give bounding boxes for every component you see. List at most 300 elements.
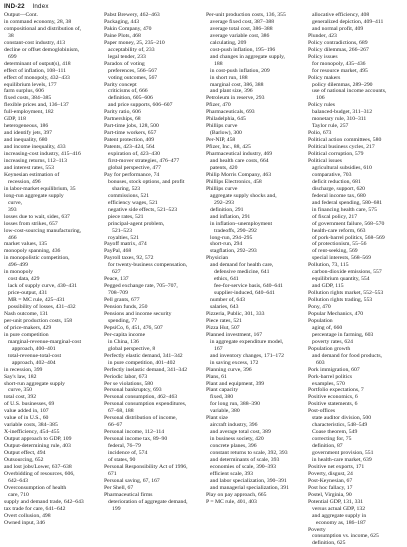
index-entry: Pabst Brewery, 462–463 <box>104 12 160 18</box>
page-header-title: Index <box>32 3 49 10</box>
index-entry: Political issues <box>308 158 342 165</box>
header-separator <box>27 3 31 10</box>
index-entry: Overbidding of resources, 606, <box>4 470 75 477</box>
index-entry: variable, 380 <box>210 408 240 415</box>
index-entry: P = MC rule, 401, 403 <box>206 498 257 505</box>
index-entry: constant returns to scale, 392, 393 <box>210 450 288 457</box>
index-entry: global perspective, 8 <box>108 345 156 352</box>
index-entry: total cost, 392 <box>4 394 37 401</box>
index-entry: X-inefficiency, 454–455 <box>4 429 60 436</box>
index-entry: Periodic labor, 673 <box>104 373 148 380</box>
index-entry: and demand for food products, <box>312 352 382 359</box>
index-entry: Pork-barrel politics <box>308 373 353 380</box>
index-entry: Physician <box>206 255 229 262</box>
index-entry: percentage in farming, 603 <box>312 331 374 338</box>
index-entry: in monopolistic competition, <box>4 255 70 262</box>
index-entry: 38 <box>8 32 14 39</box>
index-entry: Output effect, 494 <box>4 450 46 457</box>
index-entry: monetary rule, 310–311 <box>312 116 367 123</box>
index-entry: 466 <box>8 234 17 241</box>
index-entry: PayPal, 468 <box>104 248 132 255</box>
index-entry: Pension funds, 250 <box>104 304 148 311</box>
index-entry: Payroll taxes, 92, 572 <box>104 255 154 262</box>
index-entry: cost-push inflation, 195–196 <box>210 46 276 53</box>
index-entry: Political business cycles, 217 <box>308 144 375 151</box>
index-entry: determinant of output(s), 418 <box>4 60 71 67</box>
index-entry: Perfectly elastic demand, 341–342 <box>104 352 183 359</box>
index-entry: concrete planes, 396 <box>210 443 257 450</box>
index-entry: and determinants of scale, 393 <box>210 457 280 463</box>
index-entry: in China, 136 <box>108 338 139 345</box>
index-entry: Pfizer, 470 <box>206 102 231 109</box>
index-entry: and income inequality, 433 <box>4 144 66 151</box>
index-entry: Pharmaceutical industry, 469 <box>206 151 273 158</box>
index-entry: 199 <box>112 505 121 512</box>
index-entry: value of in U.S., 60 <box>4 415 49 422</box>
index-entry: Post-offices <box>308 408 336 415</box>
index-entry: 671 <box>108 470 117 477</box>
index-entry: Portfolio expectations, 7 <box>308 387 364 394</box>
index-entry: Part-time jobs, 128, 500 <box>104 123 159 130</box>
index-entry: definition, 605–606 <box>108 95 153 102</box>
index-entry: sharing, 523 <box>112 185 141 192</box>
index-entry: Plant and equipment, 399 <box>206 380 265 387</box>
index-column-4 <box>308 12 404 547</box>
index-entry: Parity concept <box>104 81 137 88</box>
index-entry: of fiscal policy, 217 <box>312 213 358 220</box>
index-entry: possibility of losses, 431–432 <box>8 304 76 311</box>
index-entry: 603 <box>316 359 325 366</box>
index-entry: incidence of, 574 <box>108 450 148 457</box>
index-entry: commissions, 521 <box>108 192 150 199</box>
index-entry: and demand for health care, <box>210 262 274 269</box>
index-entry: ethics, 641 <box>214 276 239 283</box>
index-entry: in recession, 399 <box>4 366 43 373</box>
index-entry: calculating, 209 <box>210 39 247 46</box>
index-entry: salaries, 643 <box>210 304 239 311</box>
index-entry: Pensions and income security <box>104 310 172 317</box>
index-entry: Coase theorem, 549 <box>312 429 358 436</box>
index-entry: bonuses, stock options, and profit <box>108 178 185 185</box>
index-entry: Philadelphia, 645 <box>206 116 246 123</box>
index-entry: Political corruption, 579 <box>308 151 364 158</box>
index-entry: in labor-market equilibrium, 35 <box>4 185 76 192</box>
index-entry: 393 <box>8 206 17 213</box>
index-entry: Plans, 61 <box>206 373 227 380</box>
index-entry: piece rates, 521 <box>108 213 144 220</box>
index-entry: full-employment, 182 <box>4 109 54 116</box>
index-entry: Paper money, 25, 235–210 <box>104 39 165 46</box>
index-entry: Nash outcome, 131 <box>4 310 49 317</box>
index-entry: 66–67 <box>108 422 123 429</box>
index-entry: federal, 76–79 <box>108 443 141 450</box>
index-column-3 <box>206 12 302 505</box>
index-entry: 188 <box>214 60 223 67</box>
index-entry: economies of scale, 390–393 <box>210 463 277 470</box>
index-entry: expiration of, 423–430 <box>108 151 160 158</box>
index-entry: characteristics, 548–549 <box>312 422 368 429</box>
index-entry: efficient scale, 393 <box>210 470 254 477</box>
index-entry: Pakin Company, 470 <box>104 25 152 32</box>
index-entry: state auditor division, 500 <box>312 415 372 422</box>
index-entry: Planned investment, 167 <box>206 331 263 338</box>
index-entry: consumption vs. income, 625 <box>312 533 379 540</box>
index-entry: Payoff matrix, 474 <box>104 241 147 248</box>
index-entry: and health care costs, 664 <box>210 158 269 165</box>
index-entry: Plant size <box>206 415 228 422</box>
index-entry: farm surplus, 606 <box>4 88 44 95</box>
index-entry: curve, <box>8 199 23 206</box>
index-entry: and labor specialization, 390–391 <box>210 477 287 484</box>
index-entry: recession, 496 <box>8 178 41 185</box>
index-entry: examples, 570 <box>312 380 345 387</box>
index-entry: long-run, 294–295 <box>210 234 253 241</box>
index-entry: in financing health care, 575 <box>312 206 377 213</box>
index-entry: tradeoffs, 290–292 <box>214 227 257 234</box>
index-entry: Peace, 137 <box>104 276 129 283</box>
index-entry: Pollution rights market, 552–553 <box>308 290 384 297</box>
index-entry: Parity ratio, 606 <box>104 109 141 116</box>
index-entry: Policy dilemmas, 266–267 <box>308 46 369 53</box>
index-entry: and normal profit, 409 <box>312 25 364 32</box>
index-entry: agricultural subsidies, 610 <box>312 164 372 171</box>
index-entry: and plant size, 396 <box>210 88 253 95</box>
index-entry: Personal income tax, 89–90 <box>104 436 168 443</box>
index-entry: Poverty <box>308 526 326 533</box>
index-entry: Output-determining rule, 403 <box>4 443 71 450</box>
index-entry: 627 <box>112 269 121 276</box>
index-entry: Personal distribution of income, <box>104 415 177 422</box>
index-entry: spending, 77 <box>108 317 138 324</box>
index-entry: 699 <box>8 53 17 60</box>
index-entry: Patents, 423–424, 564 <box>104 144 155 151</box>
index-entry: fixed, 380 <box>210 394 234 401</box>
index-entry: Policy issues <box>308 53 338 60</box>
index-entry: criticisms of, 666 <box>108 88 148 95</box>
index-column-2 <box>104 12 200 512</box>
index-entry: GDP, 118 <box>4 116 26 123</box>
index-entry: compositional and distribution of, <box>4 25 82 32</box>
index-entry: per-unit production costs, 158 <box>4 317 73 324</box>
index-entry: patents, 420 <box>210 164 238 171</box>
index-entry: of pork-barrel politics, 568–569 <box>312 234 385 241</box>
index-entry: Outsourcing, 652 <box>4 457 44 463</box>
index-entry: 496–499 <box>8 262 28 269</box>
index-entry: Philip Morris Company, 463 <box>206 171 272 178</box>
index-entry: in pure competition, 401–402 <box>108 359 176 366</box>
index-entry: Per-unit production costs, 136, 355 <box>206 12 286 18</box>
index-entry: royalties, 521 <box>108 234 139 241</box>
index-entry: in pure competition <box>4 331 49 338</box>
index-entry: Overconsumption of health <box>4 484 67 491</box>
index-entry: Personal income, 112–114 <box>104 429 165 436</box>
index-entry: and changes in aggregate supply, <box>210 53 285 60</box>
index-entry: Popular Mechanics, 470 <box>308 310 364 317</box>
index-entry: and inflation, 291 <box>210 213 251 220</box>
index-entry: effect of monopoly, 432–433 <box>4 74 70 81</box>
index-entry: Play on pay approach, 665 <box>206 491 267 498</box>
index-entry: low-cost-sourcing manufacturing, <box>4 227 82 234</box>
index-entry: in short run, 188 <box>210 74 248 81</box>
index-entry: Personal Responsibility Act of 1996, <box>104 463 188 470</box>
index-entry: Pay for performance, 74 <box>104 171 160 178</box>
index-entry: Positive economics, 6 <box>308 394 358 401</box>
index-entry: defensive medicine, 641 <box>214 269 270 276</box>
index-entry: Population <box>308 317 333 324</box>
index-entry: first-mover strategies, 476–477 <box>108 158 180 165</box>
index-entry: of rent-seeking, 569 <box>312 248 358 255</box>
index-entry: use of national income accounts, <box>312 88 387 95</box>
index-entry: of U.S. businesses, 69 <box>4 401 55 408</box>
index-entry: Personal consumption expenditures, <box>104 401 187 408</box>
index-entry: Personal saving, 67, 167 <box>104 477 160 484</box>
index-entry: generalized depiction, 409–411 <box>312 18 384 25</box>
index-entry: fee-for-service basis, 640–641 <box>214 283 283 290</box>
index-entry: for long run, 388–390 <box>210 401 260 408</box>
index-entry: Overt collusion, 498 <box>4 512 51 519</box>
index-entry: and identify jets, 397 <box>4 130 53 137</box>
index-entry: Pony, 470 <box>308 304 331 311</box>
index-entry: negative side effects, 521–523 <box>108 206 178 213</box>
index-entry: poverty rates, 624 <box>312 338 353 345</box>
index-entry: and average total cost, 389 <box>210 429 271 436</box>
index-entry: effect of inflation, 108–111 <box>4 67 67 74</box>
index-entry: average total cost, 386–388 <box>210 25 273 32</box>
index-entry: of protectionism, 55–56 <box>312 241 367 248</box>
index-entry: heterogeneous, 186 <box>4 123 49 130</box>
index-entry: short-run aggregate supply <box>4 380 65 387</box>
index-entry: Postel, Virginia, 90 <box>308 491 352 498</box>
index-entry: tax trade for care, 641–642 <box>4 505 66 512</box>
index-entry: Patent protection, 409 <box>104 137 155 144</box>
index-entry: in command economy, 28, 38 <box>4 18 72 25</box>
index-entry: versus actual GDP, 132 <box>312 505 366 512</box>
page-header <box>4 3 49 10</box>
index-entry: 106 <box>316 95 325 102</box>
index-entry: number of, 643 <box>210 297 245 304</box>
index-entry: increasing-cost industry, 415–416 <box>4 151 81 158</box>
index-entry: discharge, support, 620 <box>312 185 365 192</box>
index-entry: Phillips curve <box>206 185 238 192</box>
index-entry: average variable cost, 386 <box>210 32 270 39</box>
index-entry: curve, 350 <box>8 387 33 394</box>
index-entry: deficit reduction, 681 <box>312 178 361 185</box>
index-entry: Pizza Hut, 507 <box>206 324 240 331</box>
index-entry: Policy makers <box>308 74 341 81</box>
index-entry: principal-agent problem, <box>108 220 165 227</box>
index-entry: Per se violations, 580 <box>104 380 153 387</box>
index-entry: Pharmaceuticals, 693 <box>206 109 255 116</box>
index-entry: Phillips curve <box>206 123 238 130</box>
index-entry: global perspective, 477 <box>108 164 161 171</box>
index-entry: Packaging, 443 <box>104 18 140 25</box>
index-entry: 642–643 <box>8 477 28 484</box>
index-entry: for monopoly, 435–436 <box>312 60 366 67</box>
index-entry: in saving excess, 172 <box>210 359 259 366</box>
index-entry: Pork immigration, 607 <box>308 366 360 373</box>
index-entry: total-revenue-total-cost <box>8 352 62 359</box>
index-entry: Per-capita income <box>104 331 146 338</box>
index-entry: federal income tax, 680 <box>312 192 366 199</box>
index-entry: in inflation–unemployment <box>210 220 273 227</box>
index-entry: and inventory changes, 171–172 <box>210 352 284 359</box>
index-entry: cost data, 429 <box>8 276 40 283</box>
index-entry: approach, 400–401 <box>12 345 56 352</box>
index-entry: Polio, 673 <box>308 130 332 137</box>
index-entry: in cost-push inflation, 209 <box>210 67 270 74</box>
index-entry: acceptability of, 233 <box>108 46 155 53</box>
index-entry: market values, 135 <box>4 241 48 248</box>
index-entry: Plant capacity <box>206 387 239 394</box>
index-entry: Taylor rule, 257 <box>312 123 349 130</box>
index-entry: Per-NIP, 458 <box>206 137 236 144</box>
index-entry: average fixed cost, 387–388 <box>210 18 275 25</box>
index-entry: and inequality, 680 <box>4 137 48 144</box>
index-entry: Keynesian estimation of <box>4 171 60 178</box>
index-entry: flexible prices and, 136–137 <box>4 102 69 109</box>
index-entry: Post-Keynesian, 67 <box>308 477 353 484</box>
index-entry: MR = MC rule, 425–431 <box>8 297 65 304</box>
index-entry: carbon-dioxide emissions, 557 <box>312 269 382 276</box>
index-entry: in aggregate expenditure model, <box>210 338 284 345</box>
index-entry: and managerial specialization, 391 <box>210 484 289 491</box>
index-entry: for twenty-business compensation, <box>108 262 188 269</box>
index-entry: policy dilemmas, 289–290 <box>312 81 373 88</box>
index-entry: stagflation, 292–293 <box>210 248 257 255</box>
index-entry: voting outcomes, 567 <box>108 74 158 81</box>
index-entry: Personal bankruptcy, 693 <box>104 387 162 394</box>
index-entry: 67–68, 188 <box>108 408 134 415</box>
index-entry: correcting for, 75 <box>312 436 352 443</box>
index-entry: definition, 291 <box>210 206 244 213</box>
index-entry: 521–523 <box>112 227 132 234</box>
index-entry: definition, 625 <box>312 540 346 547</box>
index-entry: fixed costs, 384–385 <box>4 95 52 102</box>
index-entry: in business society, 420 <box>210 436 264 443</box>
index-entry: and federal spending, 580–681 <box>312 199 383 206</box>
index-entry: in health-care market, 639 <box>312 457 372 463</box>
index-entry: efficiency wages, 521 <box>108 199 158 206</box>
index-entry: losses due to wait, sides, 637 <box>4 213 70 220</box>
index-entry: 292–293 <box>214 199 234 206</box>
index-column-1 <box>4 12 96 526</box>
index-entry: Pharmaceutical firms <box>104 491 153 498</box>
index-entry: of states, 90 <box>108 457 136 463</box>
index-entry: Part-time workers, 657 <box>104 130 157 137</box>
index-entry: Piece rates, 521 <box>206 317 242 324</box>
index-entry: price-output, 431 <box>8 290 48 297</box>
index-entry: Pizzeria, Public, 301, 333 <box>206 310 265 317</box>
index-entry: Per Shell, 67 <box>104 484 134 491</box>
index-entry: Phillips Electronics, 458 <box>206 178 262 185</box>
index-entry: Pell grants, 677 <box>104 297 140 304</box>
index-entry: Personal consumption, 462–463 <box>104 394 178 401</box>
index-entry: Output approach to GDP, 109 <box>4 436 72 443</box>
index-entry: legal tender, 233 <box>108 53 146 60</box>
index-entry: PepsiCo, 6, 451, 476, 507 <box>104 324 163 331</box>
index-entry: Policy rules <box>308 102 336 109</box>
index-entry: and GDP, 115 <box>312 283 344 290</box>
index-entry: and lost jobs/Lower, 637–638 <box>4 463 72 470</box>
index-entry: losses from strikes, 657 <box>4 220 58 227</box>
index-entry: Paradox of voting <box>104 60 145 67</box>
page-folio: IND-22 <box>4 3 25 10</box>
index-entry: (Barlow), 300 <box>210 130 242 137</box>
index-entry: comparative, 703 <box>312 171 352 178</box>
index-entry: approach, 402–404 <box>12 359 56 366</box>
index-entry: variable costs, 384–385 <box>4 422 58 429</box>
index-entry: aircraft industry, 396 <box>210 422 258 429</box>
index-entry: Potential GDP, 131, 331 <box>308 498 364 505</box>
index-entry: 708–709 <box>108 290 128 297</box>
index-entry: aggregate supply shocks and, <box>210 192 277 199</box>
index-entry: supplier-induced, 640–641 <box>214 290 275 297</box>
index-entry: and aggregate supply in <box>312 512 367 519</box>
index-entry: Paine Plots, 468 <box>104 32 141 39</box>
index-entry: special interests, 568–569 <box>312 255 371 262</box>
index-entry: Pollution rights trading, 553 <box>308 297 373 304</box>
index-entry: Positive net exports, 171 <box>308 463 365 470</box>
index-entry: government provision, 551 <box>312 450 374 457</box>
index-entry: of price-makers, 429 <box>4 324 52 331</box>
index-entry: Plunder, 423 <box>308 32 337 39</box>
index-entry: equilibrium quantity, 554 <box>312 276 370 283</box>
index-entry: Output—Cont. <box>4 12 38 18</box>
index-entry: allocative efficiency, 408 <box>312 12 370 18</box>
index-entry: Pollution, 73, 115 <box>308 262 349 269</box>
index-entry: supply and demand trade, 642–643 <box>4 498 84 505</box>
index-entry: Planning curve, 396 <box>206 366 252 373</box>
index-entry: Poverty, disgust, 24 <box>308 470 353 477</box>
index-entry: in monopoly <box>4 269 33 276</box>
index-entry: Owned input, 346 <box>4 519 45 526</box>
index-columns <box>4 12 404 547</box>
index-entry: Petroleum in reserve, 293 <box>206 95 265 102</box>
index-entry: economy as, 186–187 <box>316 519 366 526</box>
index-entry: for resource market, 495 <box>312 67 368 74</box>
index-entry: 167 <box>214 345 223 352</box>
index-entry: Population growth <box>308 345 351 352</box>
index-entry: preferences, 566–567 <box>108 67 157 74</box>
index-entry: Political action committees, 580 <box>308 137 382 144</box>
index-entry: of government failure, 568–570 <box>312 220 385 227</box>
index-entry: Positive statements, 6 <box>308 401 358 408</box>
index-entry: care, 710 <box>8 491 29 498</box>
index-entry: lack of supply curve, 430–431 <box>8 283 78 290</box>
index-entry: constant-cost industry, 413 <box>4 39 66 46</box>
index-entry: definition, 87 <box>312 443 343 450</box>
index-entry: Policy contradictions, 689 <box>308 39 368 46</box>
index-entry: and interest rates, 553 <box>4 164 54 171</box>
index-entry: increasing returns, 112–113 <box>4 158 67 165</box>
index-entry: deterioration of aggregate demand, <box>108 498 188 505</box>
index-entry: balanced-budget, 311–312 <box>312 109 373 116</box>
index-entry: marginal-revenue-marginal-cost <box>8 338 82 345</box>
index-entry: Pfizer, Inc., 88, 425 <box>206 144 251 151</box>
index-entry: and price supports, 606–607 <box>108 102 173 109</box>
index-entry: aging of, 660 <box>312 324 343 331</box>
index-entry: Say's law, 182 <box>4 373 37 380</box>
index-entry: marginal cost, 386, 388 <box>210 81 264 88</box>
index-entry: short-run, 294 <box>210 241 243 248</box>
index-entry: long-run aggregate supply <box>4 192 64 199</box>
index-entry: Pegged exchange rate, 705–707, <box>104 283 178 290</box>
index-entry: Partnerships, 68 <box>104 116 141 123</box>
index-entry: value added in, 107 <box>4 408 49 415</box>
index-entry: decline or offset demoglobinism, <box>4 46 80 53</box>
index-entry: health-care reform, 663 <box>312 227 366 234</box>
index-entry: Perfectly inelastic demand, 341–342 <box>104 366 188 373</box>
